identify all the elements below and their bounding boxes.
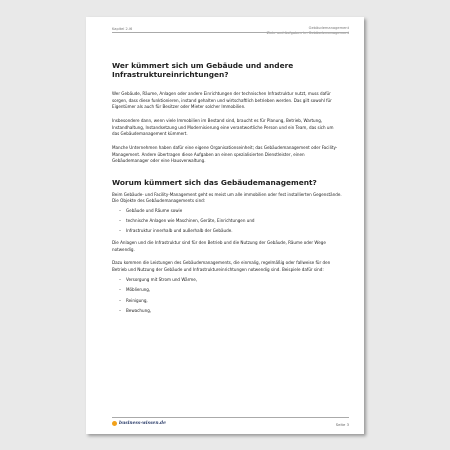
running-header-subtitle: Ziele und Aufgaben im Gebäudemanagement — [266, 31, 349, 35]
document-page — [86, 17, 364, 434]
logo-text: business-wissen.de — [119, 421, 166, 426]
section2-paragraph-2: Die Anlagen und die Infrastruktur sind für den Betrieb und die Nutzung der Gebäude, Räume oder Wege notwendig. — [112, 239, 326, 252]
page-content — [112, 61, 342, 317]
footer-divider — [112, 417, 349, 418]
section2-heading: Worum kümmert sich das Gebäudemanagement? — [112, 178, 317, 188]
services-list — [112, 275, 342, 317]
section1-paragraph-3: Manche Unternehmen haben dafür eine eigene Organisationseinheit; das Gebäudemanagement oder Facility-Management. Andere übertragen diese Aufgaben an einen spezialisierten Dienstleister, einen Gebäudemanager oder eine Hausverwaltung. — [112, 145, 338, 164]
section1-heading: Wer kümmert sich um Gebäude und andere Infrastruktureinrichtungen? — [112, 61, 294, 80]
list-item: – Möblierung, — [112, 285, 342, 296]
page-number: Seite 3 — [335, 422, 349, 427]
business-wissen-logo — [112, 421, 166, 426]
list-item: – Reinigung, — [112, 296, 342, 307]
running-header — [267, 26, 349, 36]
chapter-label: Kapitel 2.l6 — [112, 27, 133, 31]
section2-paragraph-1: Beim Gebäude- und Facility-Management geht es meist um alle immobilien oder fest installierten Gegenstände. Die Objekte des Gebäudemanagements sind: — [112, 191, 342, 204]
section2-paragraph-3: Dazu kommen die Leistungen des Gebäudemanagements, die einmalig, regelmäßig oder fallweise für den Betrieb und Nutzung der Gebäude und Infrastruktureinrichtungen notwendig sind. Beispiele dafür sind: — [112, 260, 331, 273]
list-item: – Gebäude und Räume sowie — [112, 206, 342, 216]
objects-list — [112, 206, 342, 236]
logo-dot-icon — [112, 421, 117, 426]
section1-paragraph-2: Insbesondere dann, wenn viele Immobilien im Bestand sind, braucht es für Planung, Betrieb, Wartung, Instandhaltung, Instandsetzung und Modernisierung eine verantwortliche Person und ein Team, das sich um das Gebäudemanagement kümmert. — [112, 117, 334, 137]
list-item: – technische Anlagen wie Maschinen, Geräte, Einrichtungen und — [112, 216, 342, 226]
running-header-title: Gebäudemanagement — [308, 26, 349, 30]
list-item: – Versorgung mit Strom und Wärme, — [112, 275, 342, 286]
section1-paragraph-1: Wer Gebäude, Räume, Anlagen oder andere Einrichtungen der technischen Infrastruktur nutzt, muss dafür sorgen, dass diese funktionieren, instand gehalten und wirtschaftlich betrieben werden. Das gilt sowohl für Eigentümer als auch für Besitzer oder Mieter solcher Immobilien. — [112, 90, 332, 110]
header-divider — [112, 32, 349, 33]
list-item: – Infrastruktur innerhalb und außerhalb der Gebäude. — [112, 226, 342, 236]
list-item: – Bewachung, — [112, 306, 342, 317]
